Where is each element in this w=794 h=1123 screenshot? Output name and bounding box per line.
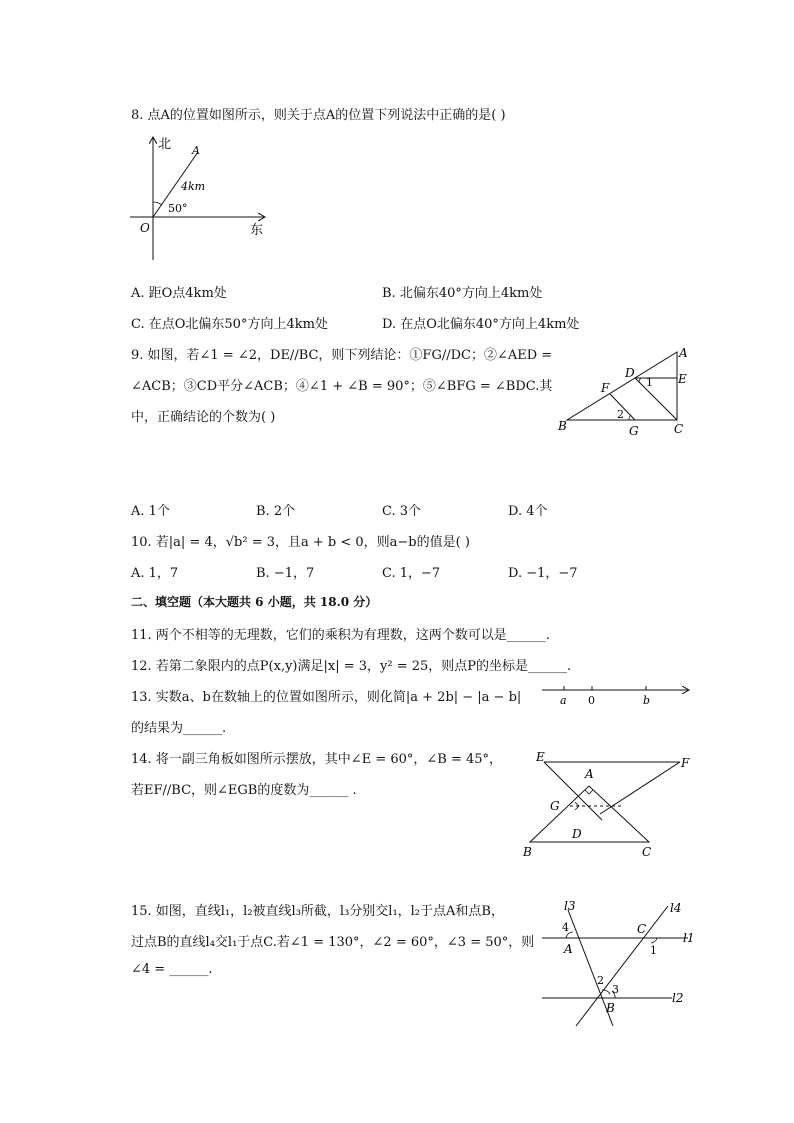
label-B: B xyxy=(523,845,532,859)
q9-line3: 中，正确结论的个数为( ) xyxy=(131,410,276,425)
label-C: C xyxy=(642,845,652,859)
q8-option-d: D. 在点O北偏东40°方向上4km处 xyxy=(382,317,580,332)
label-4: 4 xyxy=(562,921,569,934)
angle2-arc xyxy=(629,415,631,420)
q15-figure xyxy=(540,898,700,1030)
q10-option-a: A. 1，7 xyxy=(131,566,179,581)
section-title: 二、填空题（本大题共 6 小题，共 18.0 分） xyxy=(131,595,378,609)
label-l1: l1 xyxy=(683,931,695,945)
q9-line1: 9. 如图，若∠1 = ∠2，DE//BC，则下列结论：①FG//DC；②∠AED = xyxy=(131,348,553,363)
segment-DC xyxy=(635,378,677,420)
q15-line2: 过点B的直线l₄交l₁于点C.若∠1 = 130°，∠2 = 60°，∠3 = 50°，则 xyxy=(131,935,535,950)
label-zero: 0 xyxy=(588,694,595,707)
q15-line1: 15. 如图，直线l₁，l₂被直线l₃所截，l₃分别交l₁，l₂于点A和点B， xyxy=(131,904,504,919)
origin-label: O xyxy=(140,221,150,235)
label-C: C xyxy=(637,922,647,936)
q9-line2: ∠ACB；③CD平分∠ACB；④∠1 + ∠B = 90°；⑤∠BFG = ∠BDC.其 xyxy=(131,379,553,394)
label-E: E xyxy=(536,750,545,764)
q8-option-b: B. 北偏东40°方向上4km处 xyxy=(382,286,543,301)
label-A: A xyxy=(679,346,688,360)
label-A: A xyxy=(564,942,573,956)
q9-figure xyxy=(555,340,700,440)
label-1: 1 xyxy=(650,944,657,957)
label-l3: l3 xyxy=(564,899,576,913)
label-D: D xyxy=(625,366,635,380)
q9-option-c: C. 3个 xyxy=(382,504,422,519)
label-B: B xyxy=(558,419,567,433)
q13-line2: 的结果为______. xyxy=(131,721,227,736)
q8-option-c: C. 在点O北偏东50°方向上4km处 xyxy=(131,317,328,332)
q10-option-d: D. −1，−7 xyxy=(508,566,578,581)
label-a: a xyxy=(560,694,567,707)
label-E: E xyxy=(678,372,687,386)
triangle-ABC xyxy=(530,786,649,842)
label-F: F xyxy=(601,381,610,395)
right-angle-mark-A xyxy=(585,790,593,794)
q9-option-d: D. 4个 xyxy=(508,504,548,519)
q13-line1: 13. 实数a、b在数轴上的位置如图所示，则化简|a + 2b| − |a − b| xyxy=(131,690,522,705)
label-l4: l4 xyxy=(670,901,682,915)
angle-arc xyxy=(153,202,162,205)
q9-option-a: A. 1个 xyxy=(131,504,170,519)
distance-label: 4km xyxy=(181,180,206,193)
label-A: A xyxy=(585,767,594,781)
label-B: B xyxy=(606,1001,615,1015)
label-F: F xyxy=(681,756,690,770)
point-A-label: A xyxy=(192,144,200,157)
label-b: b xyxy=(643,694,651,707)
label-3: 3 xyxy=(612,983,619,996)
q10-stem: 10. 若|a| = 4，√b² = 3，且a + b < 0，则a−b的值是( ) xyxy=(131,535,470,550)
label-1: 1 xyxy=(646,376,653,389)
label-D: D xyxy=(572,827,582,841)
q10-option-c: C. 1，−7 xyxy=(382,566,441,581)
q9-option-b: B. 2个 xyxy=(256,504,296,519)
east-label: 东 xyxy=(250,223,264,238)
q14-line1: 14. 将一副三角板如图所示摆放，其中∠E = 60°，∠B = 45°， xyxy=(131,752,503,767)
label-2: 2 xyxy=(597,974,604,987)
q13-number-line xyxy=(538,680,693,710)
angle1-arc xyxy=(651,938,657,943)
q12-stem: 12. 若第二象限内的点P(x,y)满足|x| = 3，y² = 25，则点P的坐标是______. xyxy=(131,659,572,674)
label-2: 2 xyxy=(617,408,624,421)
label-C: C xyxy=(674,422,684,436)
label-G: G xyxy=(550,799,560,813)
q8-figure xyxy=(122,132,272,267)
q11-stem: 11. 两个不相等的无理数，它们的乘积为有理数，这两个数可以是______. xyxy=(131,628,550,643)
q15-line3: ∠4 = ______. xyxy=(131,962,213,977)
angle-label: 50° xyxy=(168,202,188,215)
q14-line2: 若EF//BC，则∠EGB的度数为______ . xyxy=(131,783,357,798)
q14-figure xyxy=(518,748,698,860)
label-G: G xyxy=(629,424,639,438)
q8-option-a: A. 距O点4km处 xyxy=(131,286,227,301)
angle1-arc xyxy=(639,378,641,382)
q10-option-b: B. −1，7 xyxy=(256,566,315,581)
north-label: 北 xyxy=(158,137,172,152)
q8-stem: 8. 点A的位置如图所示，则关于点A的位置下列说法中正确的是( ) xyxy=(131,108,506,123)
label-l2: l2 xyxy=(672,991,684,1005)
